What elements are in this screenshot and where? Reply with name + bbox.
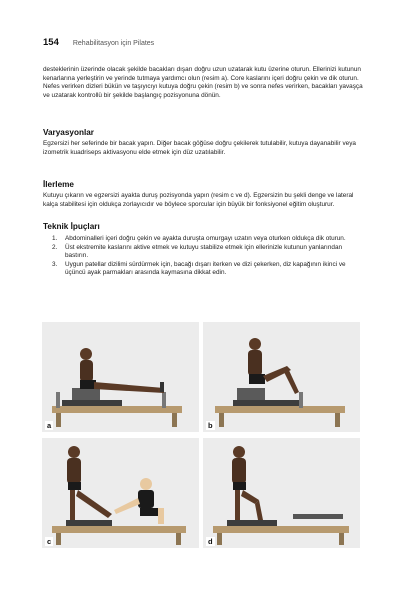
- list-item-text: Üst ekstremite kaslarını aktive etmek ve kutuyu stabilize etmek için ellerinizle kutunun yanlarından bastırın.: [65, 243, 343, 260]
- section-heading-technique-tips: Teknik İpuçları: [43, 222, 100, 231]
- list-item-number: 3.: [52, 260, 58, 268]
- technique-tips-list: [52, 235, 364, 278]
- list-item-number: 1.: [52, 235, 58, 242]
- section-heading-progression: İlerleme: [43, 180, 74, 189]
- figure-label: a: [47, 421, 52, 430]
- section-heading-variations: Varyasyonlar: [43, 128, 94, 137]
- list-item: [52, 261, 364, 278]
- page-header: [43, 37, 154, 48]
- photo-c-standing-with-trainer: [42, 438, 199, 548]
- figure-label: c: [47, 537, 52, 546]
- list-item-text: Abdominalleri içeri doğru çekin ve ayakta duruşta omurgayı uzatın veya oturken oldukça dik oturun.: [65, 235, 346, 242]
- photo-d-standing-knee-bent: [203, 438, 360, 548]
- list-item: [52, 244, 364, 261]
- section-text-variations: Egzersizi her seferinde bir bacak yapın. Diğer bacak göğüse doğru çekilerek tutulabilir, kutuya dayanabilir veya izometrik kuadriseps aktivasyonu elde etmek için düz uzatılabilir.: [43, 140, 356, 156]
- photo-a-seated-legs-extended: [42, 322, 199, 432]
- reformer-illustration: [42, 438, 199, 548]
- reformer-illustration: [203, 438, 360, 548]
- section-text-progression: Kutuyu çıkarın ve egzersizi ayakta duruş pozisyonda yapın (resim c ve d). Egzersizin bu şekli denge ve lateral kalça stabilitesi için oldukça zorlayıcıdır ve böylece sporcular için büyük bir fonksiyonel eğitim oluşturur.: [43, 192, 354, 208]
- reformer-illustration: [203, 322, 360, 432]
- photo-b-seated-knees-bent: [203, 322, 360, 432]
- reformer-illustration: [42, 322, 199, 432]
- figure-label: b: [208, 421, 213, 430]
- page-number: 154: [43, 37, 59, 48]
- list-item: [52, 235, 364, 244]
- list-item-text: Uygun patellar dizilimi sürdürmek için, bacağı dışarı iterken ve dizi çekerken, diz kapağının ikinci ve üçüncü ayak parmakları arasında kaymasına dikkat edin.: [65, 260, 346, 277]
- figure-label: d: [208, 537, 213, 546]
- list-item-number: 2.: [52, 243, 58, 251]
- running-head: Rehabilitasyon için Pilates: [72, 40, 155, 47]
- body-paragraph: desteklerinin üzerinde olacak şekilde bacakları dışarı doğru uzun uzatarak kutu üzerine oturun. Ellerinizi kutunun kenarlarına yerleştirin ve yerinde tutmaya yardımcı olun (resim a). Core kaslarını içeri doğru çekin ve dik oturun. Nefes verirken dizleri bükün ve taşıyıcıyı kutuya doğru çekin (resim b) ve sonra nefes verirken, bacakları yavaşça ve uzatarak kontrollü bir şekilde başlangıç pozisyonuna dönün.: [43, 66, 363, 99]
